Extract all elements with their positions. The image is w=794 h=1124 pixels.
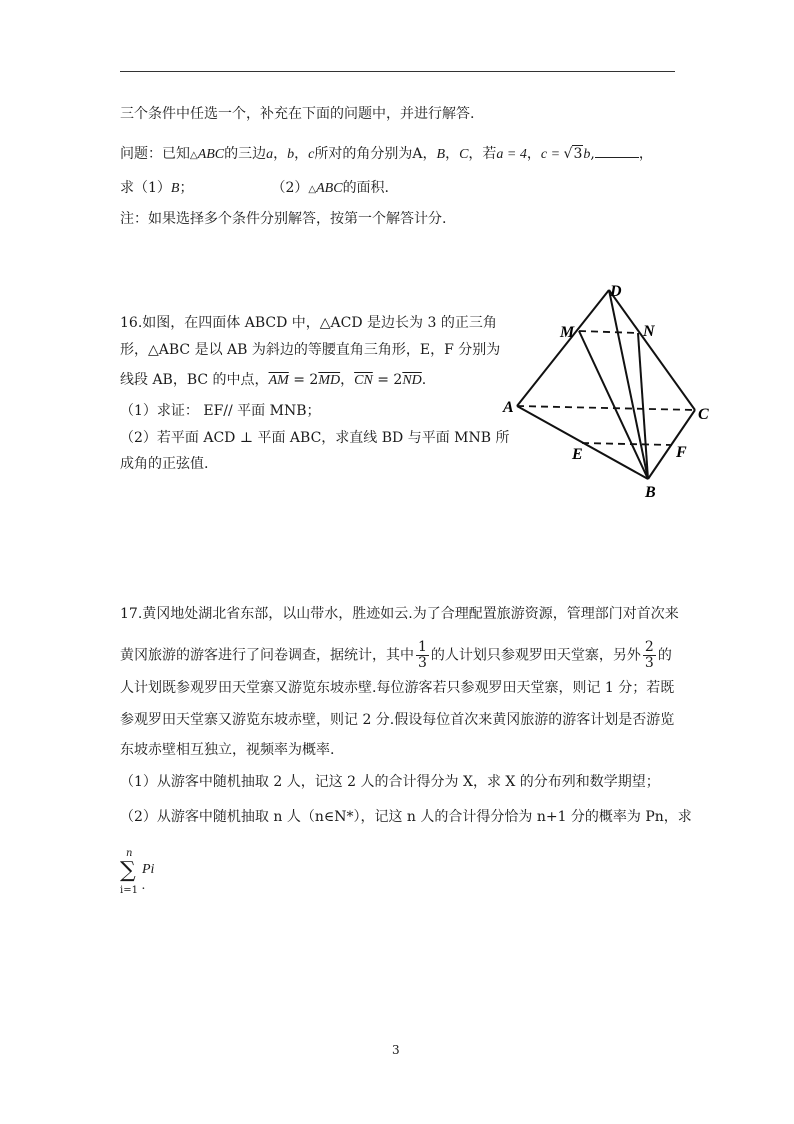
math-abc: ABC [316,181,343,196]
intro-text: 的面积. [342,180,390,196]
math-cond-a: a = 4 [496,147,527,162]
intro-text: ； [179,180,194,196]
math-C: C [459,147,469,162]
q16-text: = 2 [372,372,403,388]
q17-line-6: （1）从游客中随机抽取 2 人，记这 2 人的合计得分为 X，求 X 的分布列和数学期望； [120,774,660,790]
vector-md: $\overline{MD}$ [318,373,341,388]
q16-line-4: （1）求证： EF// 平面 MNB； [120,403,321,419]
intro-line-2: 问题：已知△ABC的三边a，b，c所对的角分别为A，B，C，若a = 4，c = √3b, ， [120,143,653,166]
intro-text: （2） [271,180,309,196]
intro-text: ， [294,146,309,162]
intro-text: ， [445,146,460,162]
sum-body: Pi . [142,862,155,893]
q16-text: 线段 AB，BC 的中点， [120,372,269,388]
fraction-two-thirds: $\frac{2}{3}$ [644,639,654,671]
q16-line-6: 成角的正弦值. [120,456,209,472]
page-number: 3 [392,1043,400,1057]
answer-blank[interactable] [595,143,639,158]
vector-nd: $\overline{ND}$ [402,373,422,388]
triangle-symbol: △ [190,150,198,161]
intro-line-1: 三个条件中任选一个，补充在下面的问题中，并进行解答. [120,106,475,122]
label-m: M [560,324,575,341]
q17-line-5: 东坡赤壁相互独立，视频率为概率. [120,742,335,758]
tetrahedron-figure [500,282,715,497]
math-c: c [308,147,315,162]
edge-mn-dashed [579,331,638,333]
intro-text: ，若 [468,146,497,162]
intro-text: 所对的角分别为A， [314,146,437,162]
edge-ac-dashed [517,406,695,410]
label-e: E [572,446,583,463]
q16-text: . [421,372,427,388]
edge-mb [579,331,648,479]
q16-line-5: （2）若平面 ACD ⊥ 平面 ABC，求直线 BD 与平面 MNB 所 [120,430,510,446]
header-rule [120,71,675,72]
intro-text: ， [273,146,288,162]
math-a: a [266,147,274,162]
math-abc: ABC [197,147,225,162]
q16-line-1: 16.如图，在四面体 ABCD 中，△ACD 是边长为 3 的正三角 [120,315,497,331]
q16-text: = 2 [288,372,319,388]
sqrt-symbol: √ [563,146,573,162]
math-B: B [436,147,446,162]
label-f: F [676,444,687,461]
q17-line-4: 参观罗田天堂寨又游览东坡赤壁，则记 2 分.假设每位首次来黄冈旅游的游客计划是否游览 [120,712,675,728]
intro-text: 求（1） [120,180,171,196]
q17-line-7: （2）从游客中随机抽取 n 人（n∈N*），记这 n 人的合计得分恰为 n+1 分的概率为 Pn，求 [120,809,692,825]
q17-line-2 [120,640,672,671]
intro-text: ， [638,146,653,162]
math-cond-c: c = [540,147,564,162]
edge-ad [517,290,609,406]
label-b: B [645,484,656,497]
vector-cn: $\overline{CN}$ [354,373,373,388]
q16-text: ， [340,372,355,388]
intro-line-3 [120,178,389,200]
sigma-symbol: ∑ [120,858,136,883]
sum-lower: i=1 [120,885,138,896]
sqrt-value: 3 [573,146,583,162]
vector-am: $\overline{AM}$ [268,373,289,388]
edge-ef-dashed [582,443,672,445]
label-d: D [610,283,622,300]
triangle-symbol: △ [308,184,317,195]
intro-line-4: 注：如果选择多个条件分别解答，按第一个解答计分. [120,211,447,227]
intro-text: 问题：已知 [120,146,190,162]
q17-line-3: 人计划既参观罗田天堂寨又游览东坡赤壁.每位游客若只参观罗田天堂寨，则记 1 分；若既 [120,680,675,696]
sum-upper: n [126,848,133,859]
math-b: b [287,147,295,162]
q17-line-1: 17.黄冈地处湖北省东部，以山带水，胜迹如云.为了合理配置旅游资源，管理部门对首次来 [120,606,679,622]
q17-text: 黄冈旅游的游客进行了问卷调查，据统计，其中 [120,647,414,664]
math-B: B [170,181,180,196]
q16-line-2: 形，△ABC 是以 AB 为斜边的等腰直角三角形，E，F 分别为 [120,342,501,358]
intro-text: 的三边 [224,146,267,162]
q17-text: 的 [657,647,672,664]
fraction-one-third: $\frac{1}{3}$ [418,639,427,671]
label-n: N [643,323,655,340]
q16-line-3 [120,370,426,391]
math-b2: b [583,147,591,162]
intro-text: ， [526,146,541,162]
label-a: A [503,399,514,416]
label-c: C [698,406,709,423]
q17-text: 的人计划只参观罗田天堂寨，另外 [430,647,641,664]
